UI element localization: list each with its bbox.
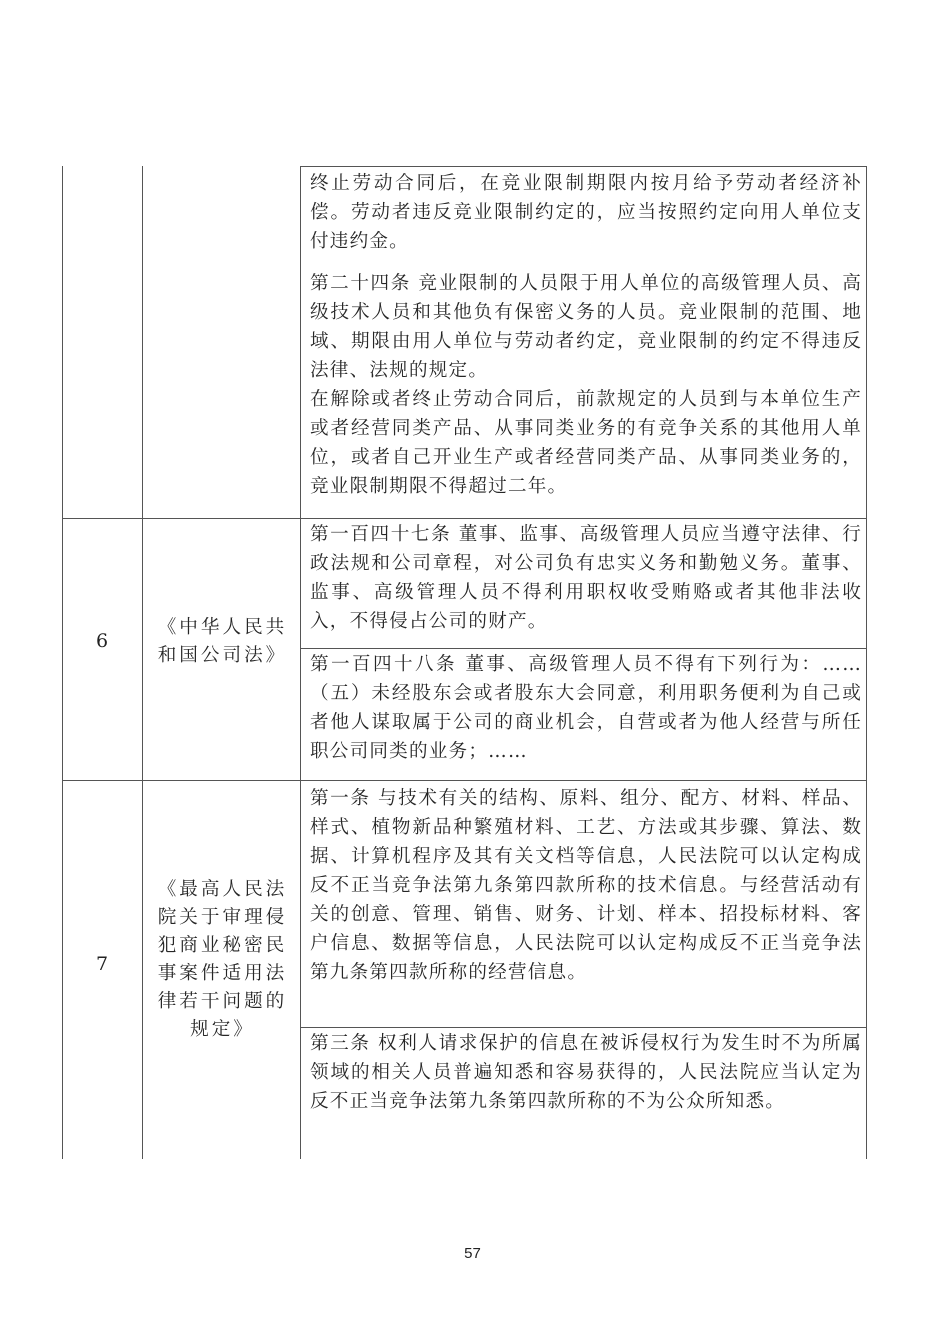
row-separator-6 [62, 518, 867, 519]
page-number: 57 [464, 1245, 481, 1262]
law-name-company-law: 《中华人民共和国公司法》 [157, 617, 288, 666]
table-divider-content [300, 166, 301, 1159]
article-3: 第三条 权利人请求保护的信息在被诉侵权行为发生时不为所属领域的相关人员普遍知悉和容易获得的，人民法院应当认定为反不正当竞争法第九条第四款所称的不为公众所知悉。 [310, 1033, 862, 1112]
continued-paragraph-3: 在解除或者终止劳动合同后，前款规定的人员到与本单位生产或者经营同类产品、从事同类业务的有竞争关系的其他用人单位，或者自己开业生产或者经营同类产品、从事同类业务的，竞业限制期限不得超过二年。 [310, 389, 862, 497]
article-1: 第一条 与技术有关的结构、原料、组分、配方、材料、样品、样式、植物新品种繁殖材料、工艺、方法或其步骤、算法、数据、计算机程序及其有关文档等信息，人民法院可以认定构成反不正当竞争法第九条第四款所称的技术信息。与经营活动有关的创意、管理、销售、财务、计划、样本、招投标材料、客户信息、数据等信息，人民法院可以认定构成反不正当竞争法第九条第四款所称的经营信息。 [310, 788, 862, 983]
continued-paragraph-2: 第二十四条 竞业限制的人员限于用人单位的高级管理人员、高级技术人员和其他负有保密义务的人员。竞业限制的范围、地域、期限由用人单位与劳动者约定，竞业限制的约定不得违反法律、法规的规定。 [310, 273, 862, 381]
row-7-article-separator [300, 1027, 867, 1028]
article-147: 第一百四十七条 董事、监事、高级管理人员应当遵守法律、行政法规和公司章程，对公司负有忠实义务和勤勉义务。董事、监事、高级管理人员不得利用职权收受贿赂或者其他非法收入，不得侵占公司的财产。 [310, 524, 862, 632]
row-separator-7 [62, 780, 867, 781]
table-border-top [300, 166, 867, 167]
row-number-6: 6 [95, 630, 109, 652]
table-border-left [62, 166, 63, 1159]
table-border-right [866, 166, 867, 1159]
law-name-trade-secret-provisions: 《最高人民法院关于审理侵犯商业秘密民事案件适用法律若干问题的规定》 [157, 879, 288, 1040]
table-divider-number [142, 166, 143, 1159]
row-6-article-separator [300, 648, 867, 649]
continued-paragraph-1: 终止劳动合同后，在竞业限制期限内按月给予劳动者经济补偿。劳动者违反竞业限制约定的，应当按照约定向用人单位支付违约金。 [310, 173, 862, 252]
row-number-7: 7 [95, 953, 109, 975]
article-148: 第一百四十八条 董事、高级管理人员不得有下列行为：……（五）未经股东会或者股东大会同意，利用职务便利为自己或者他人谋取属于公司的商业机会，自营或者为他人经营与所任职公司同类的业务；…… [310, 654, 862, 762]
